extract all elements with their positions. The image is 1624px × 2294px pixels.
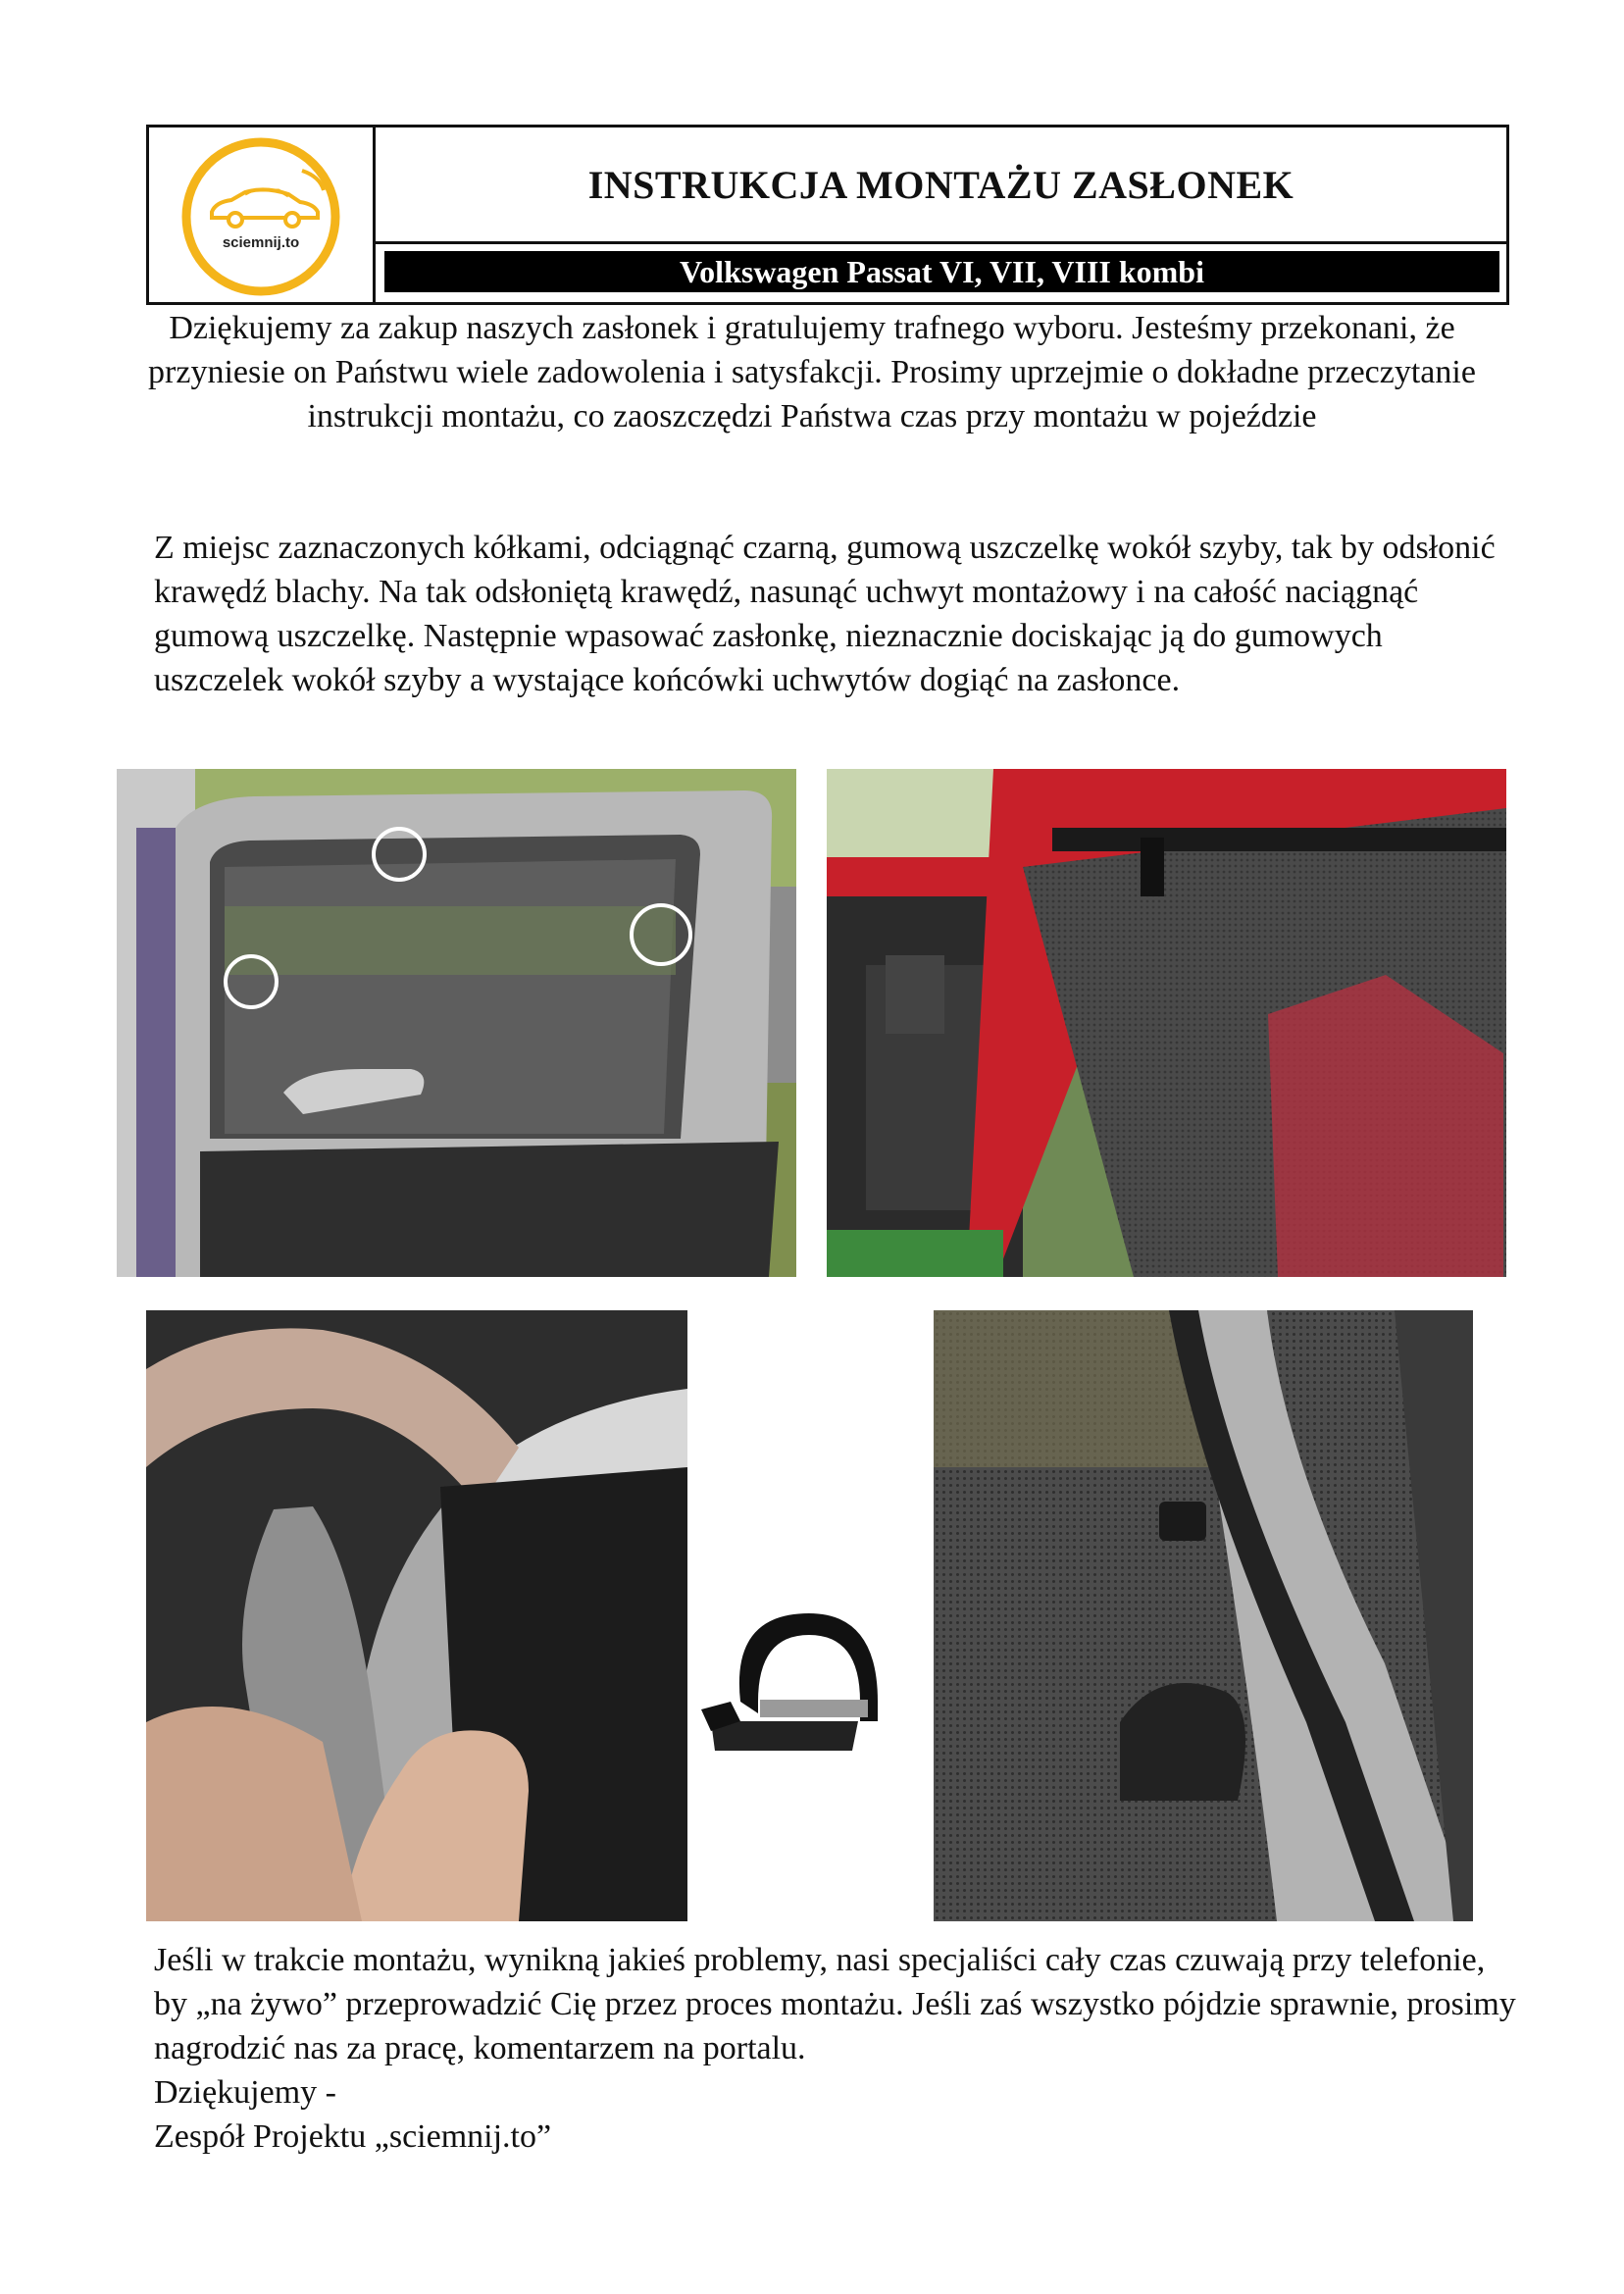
hand-pulling-seal-photo bbox=[146, 1310, 687, 1921]
red-car-shade-photo bbox=[827, 769, 1506, 1277]
document-title: INSTRUKCJA MONTAŻU ZASŁONEK bbox=[587, 162, 1294, 207]
footer-thanks: Dziękujemy - bbox=[154, 2074, 336, 2111]
instructions-text: Z miejsc zaznaczonych kółkami, odciągnąć czarną, gumową uszczelkę wokół szyby, tak by odsłonić krawędź blachy. Na tak odsłoniętą krawędź, nasunąć uchwyt montażowy i na całość naciągnąć gumową uszczelkę. Następnie wpasować zasłonkę, nieznacznie dociskając ją do gumowych uszczelek wokół szyby a wystające końcówki uchwytów dogiąć na zasłonce. bbox=[154, 530, 1496, 698]
footer-section bbox=[154, 1938, 1517, 2159]
title-cell bbox=[376, 127, 1506, 244]
shade-corner-closeup-photo bbox=[934, 1310, 1473, 1921]
intro-paragraph: Dziękujemy za zakup naszych zasłonek i gratulujemy trafnego wyboru. Jesteśmy przekonani, że przyniesie on Państwu wiele zadowolenia i satysfakcji. Prosimy uprzejmie o dokładne przeczytanie instrukcji montażu, co zaoszczędzi Państwa czas przy montażu w pojeździe bbox=[148, 310, 1476, 434]
vehicle-model-bar: Volkswagen Passat VI, VII, VIII kombi bbox=[384, 251, 1499, 292]
sciemnij-logo bbox=[177, 131, 349, 298]
svg-text:sciemnij.to: sciemnij.to bbox=[222, 234, 300, 251]
logo-cell bbox=[149, 127, 376, 302]
instructions-paragraph bbox=[154, 526, 1517, 702]
door-with-shade-photo bbox=[117, 769, 796, 1277]
footer-signature: Zespół Projektu „sciemnij.to” bbox=[154, 2118, 552, 2155]
mounting-clip-photo bbox=[701, 1594, 897, 1756]
document-header bbox=[146, 125, 1509, 305]
footer-paragraph: Jeśli w trakcie montażu, wynikną jakieś problemy, nasi specjaliści cały czas czuwają przy telefonie, by „na żywo” przeprowadzić Cię przez proces montażu. Jeśli zaś wszystko pójdzie sprawnie, prosimy nagrodzić nas za pracę, komentarzem na portalu. bbox=[154, 1942, 1516, 2066]
